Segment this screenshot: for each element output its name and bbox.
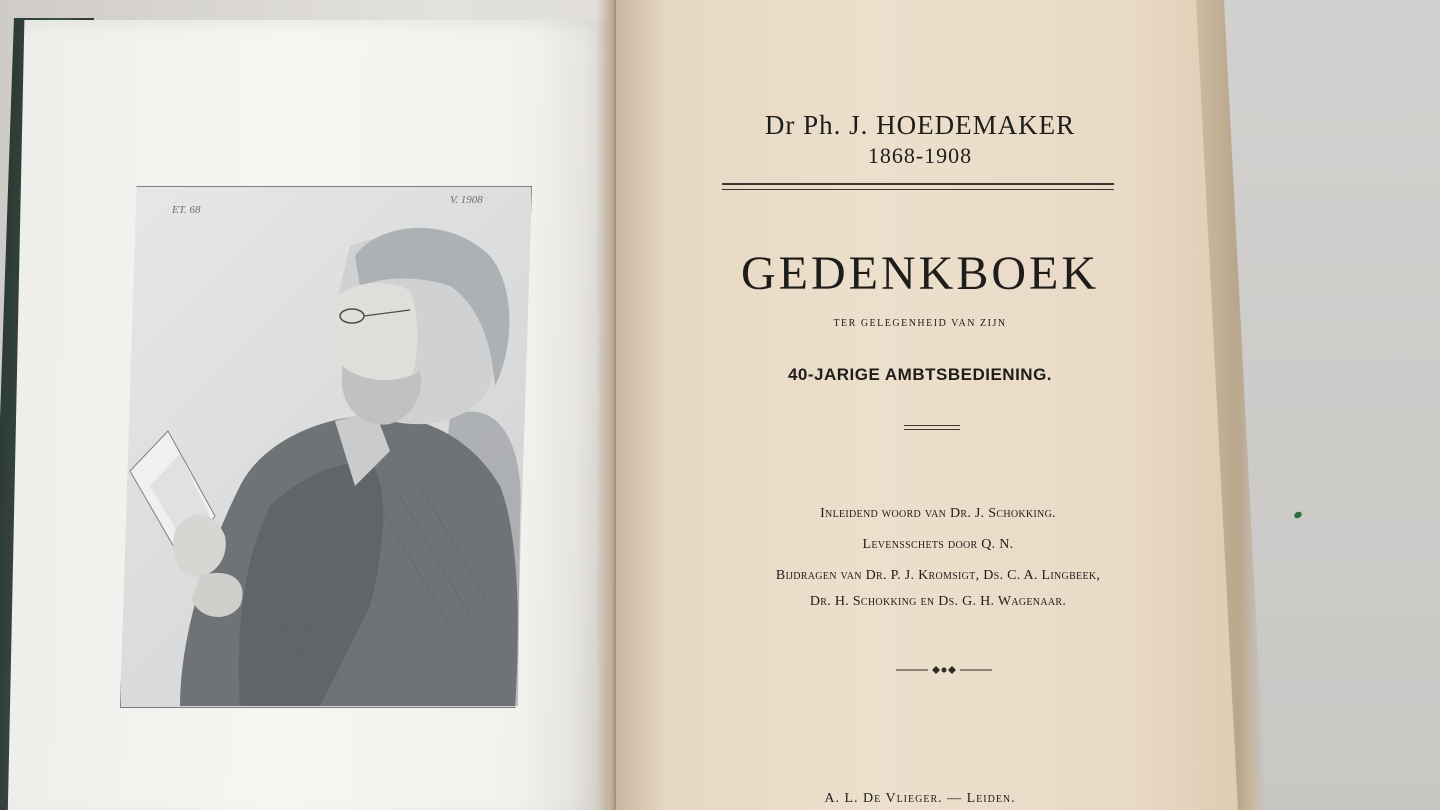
contributor-line: Levensschets door Q. N. bbox=[862, 537, 1014, 552]
short-rule-divider bbox=[904, 425, 960, 430]
double-rule-divider bbox=[722, 183, 1114, 190]
portrait-plate bbox=[120, 186, 530, 706]
plate-mark-right: V. 1908 bbox=[450, 194, 483, 206]
contributor-line: Bijdragen van Dr. P. J. Kromsigt, Ds. C. A. Lingbeek, bbox=[775, 568, 1101, 583]
ornament-divider bbox=[896, 663, 992, 677]
author-name: Dr Ph. J. HOEDEMAKER bbox=[764, 110, 1076, 140]
plate-mark-left: ET. 68 bbox=[172, 204, 201, 216]
year-range: 1868-1908 bbox=[867, 143, 973, 168]
contributor-line: Dr. H. Schokking en Ds. G. H. Wagenaar. bbox=[809, 594, 1067, 609]
portrait-drawing bbox=[120, 186, 530, 706]
publisher-line: A. L. De Vlieger. — Leiden. bbox=[824, 791, 1016, 806]
book-title: GEDENKBOEK bbox=[741, 247, 1099, 300]
anniversary-line: 40-JARIGE AMBTSBEDIENING. bbox=[787, 365, 1053, 384]
occasion-line: TER GELEGENHEID VAN ZIJN bbox=[833, 318, 1007, 329]
contributor-line: Inleidend woord van Dr. J. Schokking. bbox=[820, 506, 1056, 521]
